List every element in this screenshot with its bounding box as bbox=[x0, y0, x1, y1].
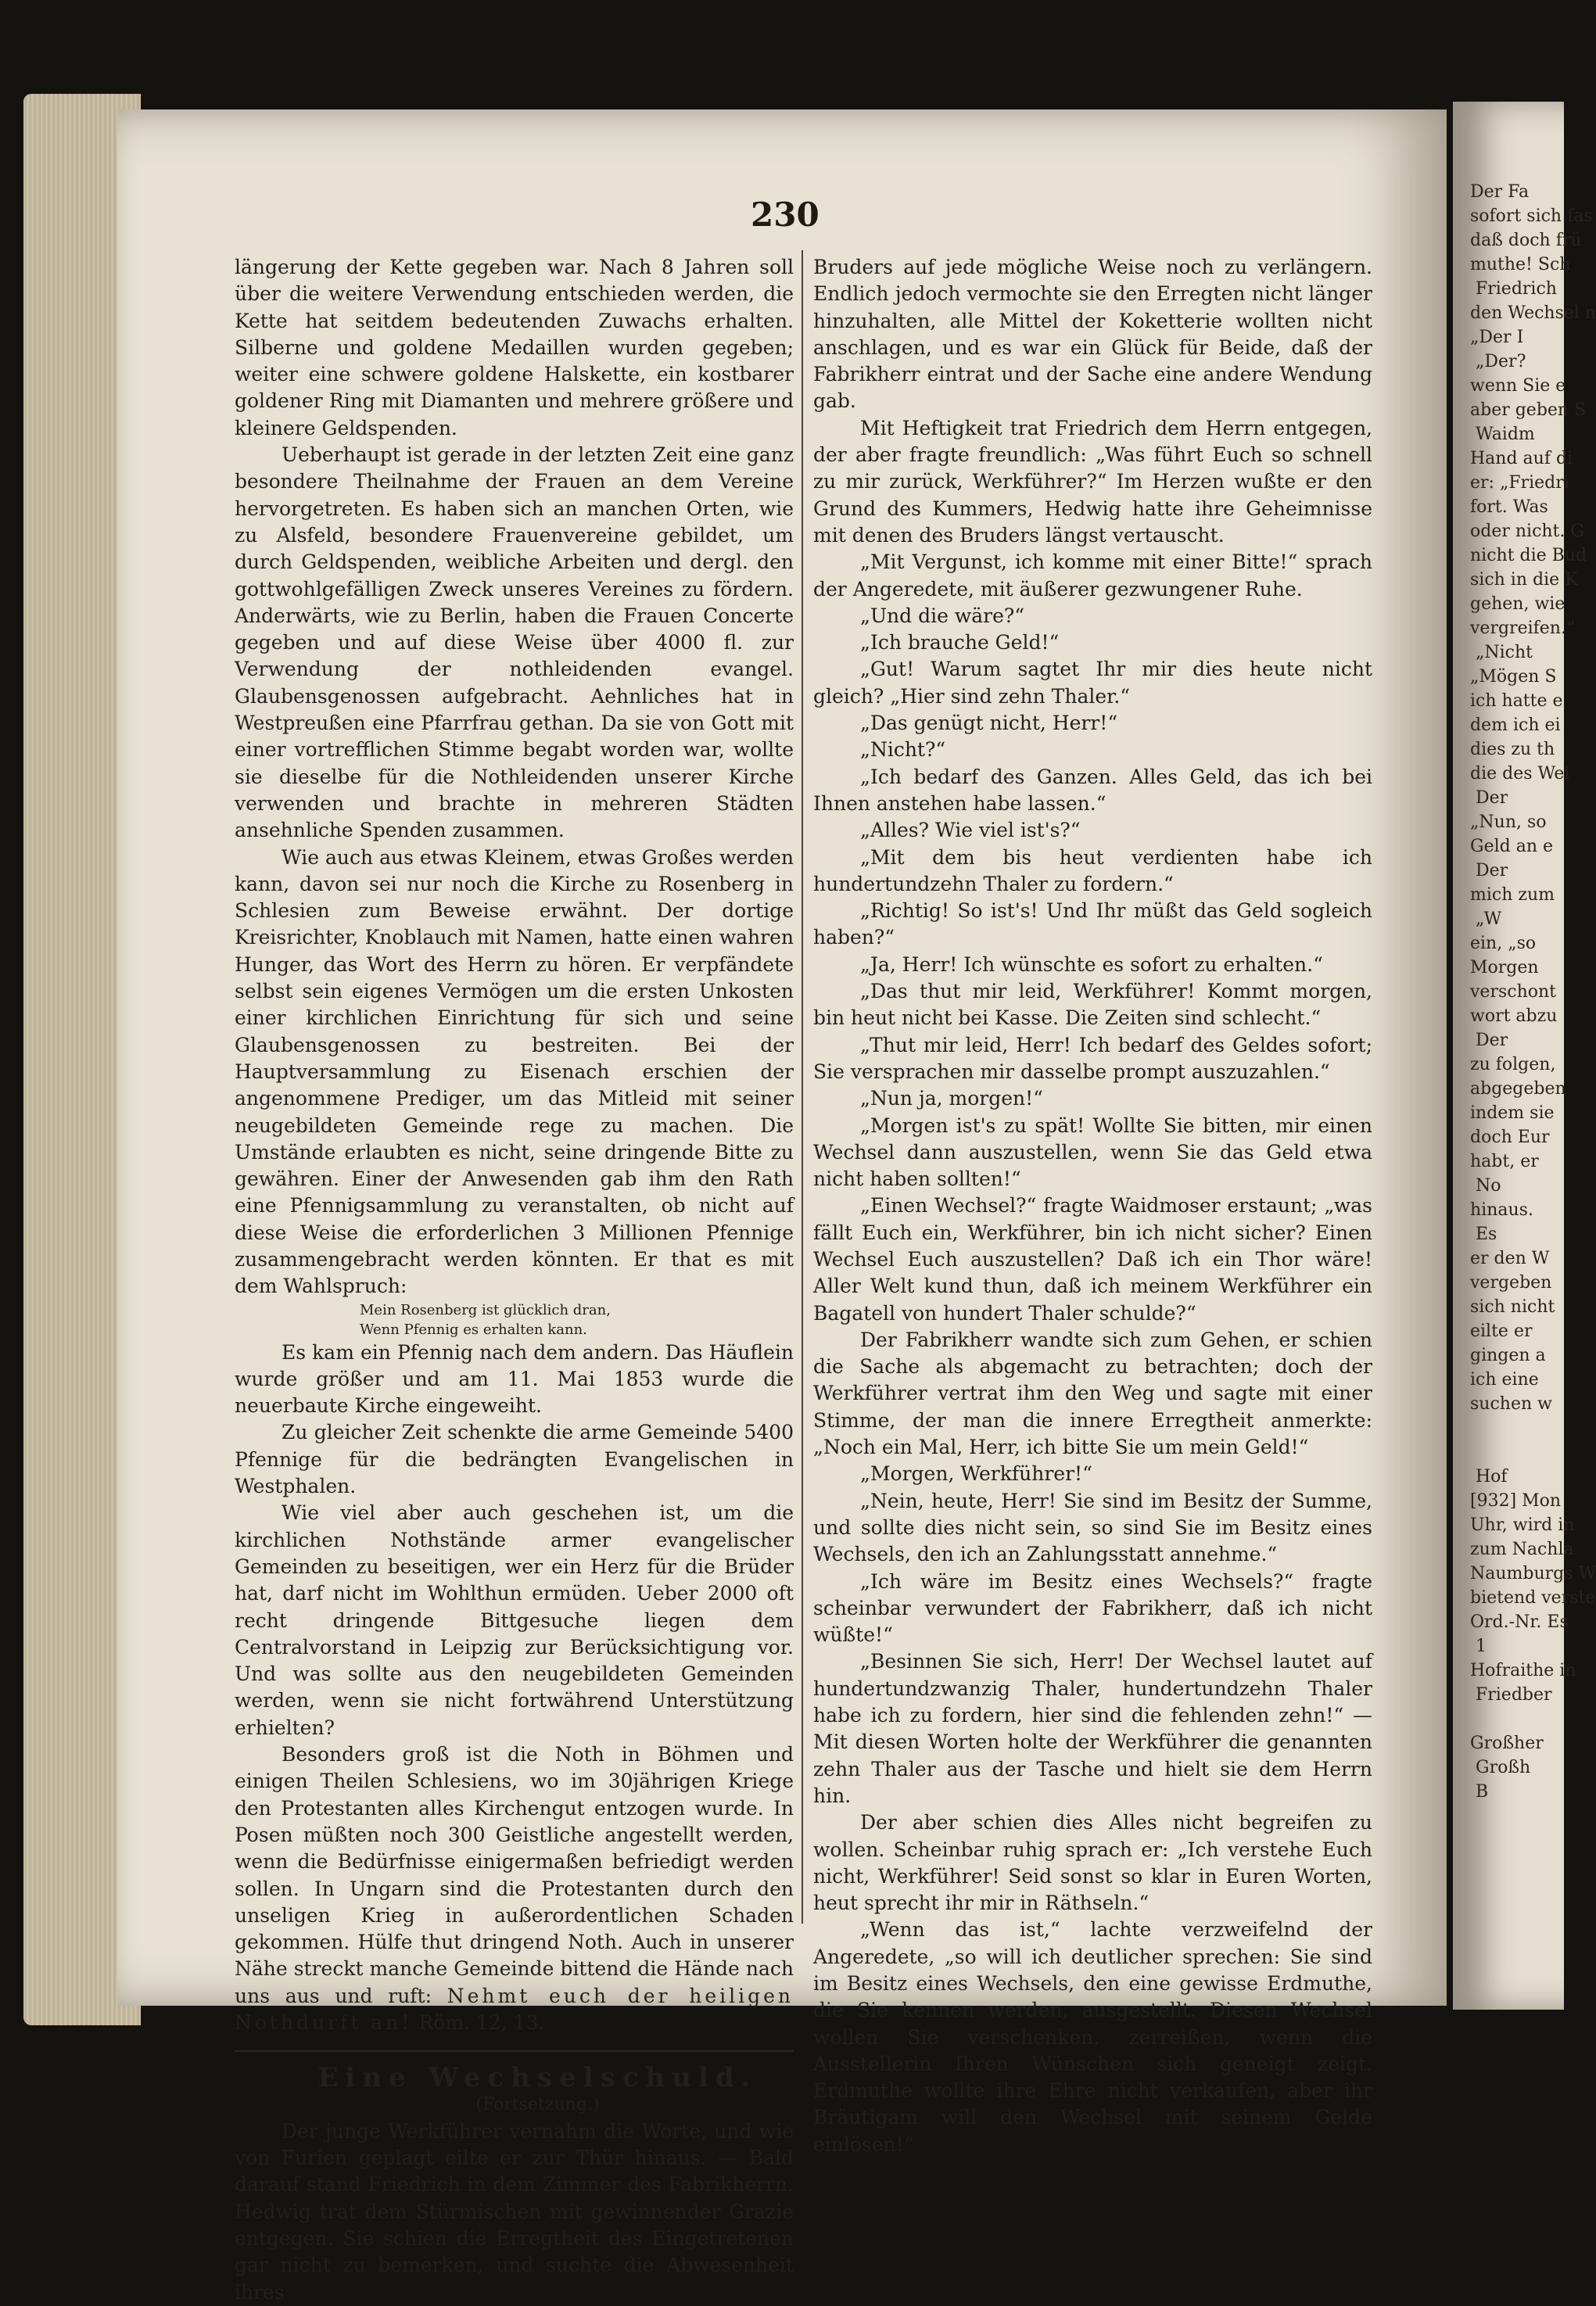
paragraph: „Nun ja, morgen!“ bbox=[860, 1087, 1043, 1110]
paragraph-text: Besonders groß ist die Noth in Böhmen und einigen Theilen Schlesiens, wo im 30jährigen Kriege den Protestanten alles Kirchengut entzogen wurde. In Posen müßten noch 300 Geistliche angestellt werden, wenn die Bedürfnisse einigermaßen befriedigt werden sollen. In Ungarn sind die Protestanten durch den unseligen Krieg in außerordentlichen Schaden gekommen. Hülfe thut dringend Noth. Auch in unserer Nähe streckt manche Gemeinde bittend die Hände nach uns aus und ruft: bbox=[235, 1743, 794, 2007]
paragraph: Bruders auf jede mögliche Weise noch zu verlängern. Endlich jedoch vermochte sie den Erregten nicht länger hinzuhalten, alle Mittel der Koketterie wollten nicht anschlagen, und es war ein Glück für Beide, daß der Fabrikherr eintrat und der Sache eine andere Wendung gab. bbox=[813, 256, 1372, 413]
adjacent-page-fragment bbox=[1453, 102, 1596, 2010]
spaced-quote: Nehmt euch der heiligen Nothdurft an! bbox=[235, 1984, 794, 2034]
bible-reference: Röm. 12, 13. bbox=[418, 2011, 545, 2034]
paragraph: Mit Heftigkeit trat Friedrich dem Herrn entgegen, der aber fragte freundlich: „Was führt Euch so schnell zu mir zurück, Werkführer?“ Im Herzen wußte er den Grund des Kummers, Hedwig hatte ihre Geheimnisse mit denen des Bruders längst vertauscht. bbox=[813, 416, 1372, 547]
paragraph: Zu gleicher Zeit schenkte die arme Gemeinde 5400 Pfennige für die bedrängten Evangelischen in Westphalen. bbox=[235, 1421, 794, 1498]
verse-line: Mein Rosenberg ist glücklich dran, bbox=[360, 1301, 611, 1318]
paragraph: „Ja, Herr! Ich wünschte es sofort zu erhalten.“ bbox=[860, 952, 1323, 976]
right-column bbox=[813, 254, 1372, 2158]
paragraph: Der Fabrikherr wandte sich zum Gehen, er schien die Sache als abgemacht zu betrachten; doch der Werkführer vertrat ihm den Weg und sagte mit einer Stimme, der man die innere Erregtheit anmerkte: „Noch ein Mal, Herr, ich bitte Sie um mein Geld!“ bbox=[813, 1328, 1372, 1459]
story-subtitle: (Fortsetzung.) bbox=[475, 2094, 600, 2114]
paragraph: „Ich wäre im Besitz eines Wechsels?“ fragte scheinbar verwundert der Fabrikherr, daß ich nicht wüßte!“ bbox=[813, 1569, 1372, 1647]
paragraph: Der aber schien dies Alles nicht begreifen zu wollen. Scheinbar ruhig sprach er: „Ich verstehe Euch nicht, Werkführer! Seid sonst so klar in Euren Worten, heut sprecht ihr mir in Räthseln.“ bbox=[813, 1811, 1372, 1915]
paragraph: „Mit Vergunst, ich komme mit einer Bitte!“ sprach der Angeredete, mit äußerer gezwungener Ruhe. bbox=[813, 550, 1372, 601]
paragraph: „Richtig! So ist's! Und Ihr müßt das Geld sogleich haben?“ bbox=[813, 899, 1372, 949]
paragraph: „Gut! Warum sagtet Ihr mir dies heute nicht gleich? „Hier sind zehn Thaler.“ bbox=[813, 658, 1372, 708]
paragraph: Der junge Werkführer vernahm die Worte, und wie von Furien geplagt eilte er zur Thür hinaus. — Bald darauf stand Friedrich in dem Zimmer des Fabrikherrn. Hedwig trat dem Stürmischen mit gewinnender Grazie entgegen. Sie schien die Erregtheit des Eingetretenen gar nicht zu bemerken, und suchte die Abwesenheit ihres bbox=[235, 2119, 794, 2304]
paragraph: „Besinnen Sie sich, Herr! Der Wechsel lautet auf hundertundzwanzig Thaler, hundertundzehn Thaler habe ich zu fordern, hier sind die fehlenden zehn!“ — Mit diesen Worten holte der Werkführer die genannten zehn Thaler aus der Tasche und hielt sie dem Herrn hin. bbox=[813, 1650, 1372, 1807]
section-rule bbox=[235, 2050, 794, 2052]
column-divider bbox=[802, 250, 803, 1924]
paragraph: Wie auch aus etwas Kleinem, etwas Großes werden kann, davon sei nur noch die Kirche zu Rosenberg in Schlesien zum Beweise erwähnt. Der dortige Kreisrichter, Knoblauch mit Namen, hatte einen wahren Hunger, das Wort des Herrn zu hören. Er verpfändete selbst sein eigenes Vermögen um die ersten Unkosten einer kirchlichen Einrichtung für sich und seine Glaubensgenossen zu bestreiten. Bei der Hauptversammlung zu Eisenach erschien der angenommene Prediger, um das Mitleid mit seiner neugebildeten Gemeinde rege zu machen. Die Umstände erlaubten es nicht, seine dringende Bitte zu gewähren. Einer der Anwesenden gab ihm den Rath eine Pfennigsammlung zu veranstalten, ob nicht auf diese Weise die erforderlichen 3 Millionen Pfennige zusammengebracht werden könnten. Er that es mit dem Wahlspruch: bbox=[235, 845, 794, 1298]
paragraph: „Morgen, Werkführer!“ bbox=[860, 1462, 1092, 1486]
paragraph: „Das thut mir leid, Werkführer! Kommt morgen, bin heut nicht bei Kasse. Die Zeiten sind schlecht.“ bbox=[813, 980, 1372, 1030]
paragraph: „Ich brauche Geld!“ bbox=[860, 631, 1060, 655]
adjacent-page-text: Der Fa sofort sich fas daß doch frü muthe! Sch Friedrich den Wechsel n „Der I „Der? wenn Sie e aber geben S Waidm Hand auf di er: „Friedri fort. Was oder nicht. G nicht die Bud sich in die K gehen, wie vergreifen.“ „Nicht „Mögen S ich hatte e dem ich ei dies zu th die des Wei Der „Nun, so Geld an e Der mich zum „W ein, „so Morgen verschont wort abzu Der zu folgen, abgegeben indem sie doch Eur habt, er No hinaus. Es er den W vergeben sich nicht eilte er gingen a ich eine suchen w Hof [932] Mon Uhr, wird in zum Nachla Naumburgs W bietend verste Ord.-Nr. Es 1 Hofraithe in Friedber Großher Großh B bbox=[1470, 182, 1596, 1802]
paragraph bbox=[235, 1741, 794, 2036]
paragraph: längerung der Kette gegeben war. Nach 8 Jahren soll über die weitere Verwendung entschieden werden, die Kette hat seitdem bedeutenden Zuwachs erhalten. Silberne und goldene Medaillen wurden gegeben; weiter eine schwere goldene Halskette, ein kostbarer goldener Ring mit Diamanten und mehrere größere und kleinere Geldspenden. bbox=[235, 256, 794, 439]
paragraph: „Das genügt nicht, Herr!“ bbox=[860, 712, 1118, 735]
verse-line: Wenn Pfennig es erhalten kann. bbox=[360, 1321, 587, 1338]
paragraph: „Mit dem bis heut verdienten habe ich hundertundzehn Thaler zu fordern.“ bbox=[813, 845, 1372, 895]
story-title: Eine Wechselschuld. bbox=[317, 2062, 758, 2094]
paragraph: „Ich bedarf des Ganzen. Alles Geld, das ich bei Ihnen anstehen habe lassen.“ bbox=[813, 765, 1372, 815]
paragraph: „Thut mir leid, Herr! Ich bedarf des Geldes sofort; Sie versprachen mir dasselbe prompt auszuzahlen.“ bbox=[813, 1033, 1372, 1083]
paragraph: „Nein, heute, Herr! Sie sind im Besitz der Summe, und sollte dies nicht sein, so sind Sie im Besitz eines Wechsels, den ich an Zahlungsstatt annehme.“ bbox=[813, 1489, 1372, 1566]
paragraph: Wie viel aber auch geschehen ist, um die kirchlichen Nothstände armer evangelischer Gemeinden zu beseitigen, wer ein Herz für die Brüder hat, darf nicht im Wohlthun ermüden. Ueber 2000 oft recht dringende Bittgesuche liegen dem Centralvorstand in Leipzig zur Berücksichtigung vor. Und was sollte aus den neugebildeten Gemeinden werden, wenn sie nicht fortwährend Unterstützung erhielten? bbox=[235, 1501, 794, 1739]
paragraph: „Wenn das ist,“ lachte verzweifelnd der Angeredete, „so will ich deutlicher sprechen: Sie sind im Besitz eines Wechsels, den eine gewisse Erdmuthe, die Sie kennen werden, ausgestellt. Diesen Wechsel wollen Sie verschenken, zerreißen, wenn die Ausstellerin Ihren Wünschen sich geneigt zeigt. Erdmuthe wollte ihre Ehre nicht verkaufen, aber ihr Bräutigam will den Wechsel mit seinem Gelde einlösen!“ bbox=[813, 1918, 1372, 2156]
paragraph: „Morgen ist's zu spät! Wollte Sie bitten, mir einen Wechsel dann auszustellen, wenn Sie das Geld etwa nicht haben sollten!“ bbox=[813, 1114, 1372, 1191]
left-column bbox=[235, 254, 794, 2306]
paragraph: „Alles? Wie viel ist's?“ bbox=[860, 819, 1081, 842]
page-number: 230 bbox=[751, 195, 820, 234]
paragraph: Ueberhaupt ist gerade in der letzten Zeit eine ganz besondere Theilnahme der Frauen an dem Vereine hervorgetreten. Es haben sich an manchen Orten, wie zu Alsfeld, besondere Frauenvereine gebildet, um durch Geldspenden, weibliche Arbeiten und dergl. den gottwohlgefälligen Zweck unseres Vereines zu fördern. Anderwärts, wie zu Berlin, haben die Frauen Concerte gegeben und auf diese Weise über 4000 fl. zur Verwendung der nothleidenden evangel. Glaubensgenossen aufgebracht. Aehnliches hat in Westpreußen eine Pfarrfrau gethan. Da sie von Gott mit einer vortrefflichen Stimme begabt worden war, wollte sie dieselbe für die Nothleidenden unserer Kirche verwenden und brachte in mehreren Städten ansehnliche Spenden zusammen. bbox=[235, 443, 794, 842]
paragraph: „Und die wäre?“ bbox=[860, 604, 1025, 627]
paragraph: „Einen Wechsel?“ fragte Waidmoser erstaunt; „was fällt Euch ein, Werkführer, bin ich nicht sicher? Einen Wechsel Euch auszustellen? Daß ich ein Thor wäre! Aller Welt kund thun, daß ich meinem Werkführer ein Bagatell von hundert Thaler schulde?“ bbox=[813, 1194, 1372, 1325]
paragraph: Es kam ein Pfennig nach dem andern. Das Häuflein wurde größer und am 11. Mai 1853 wurde die neuerbaute Kirche eingeweiht. bbox=[235, 1340, 794, 1418]
paragraph: „Nicht?“ bbox=[860, 738, 946, 762]
